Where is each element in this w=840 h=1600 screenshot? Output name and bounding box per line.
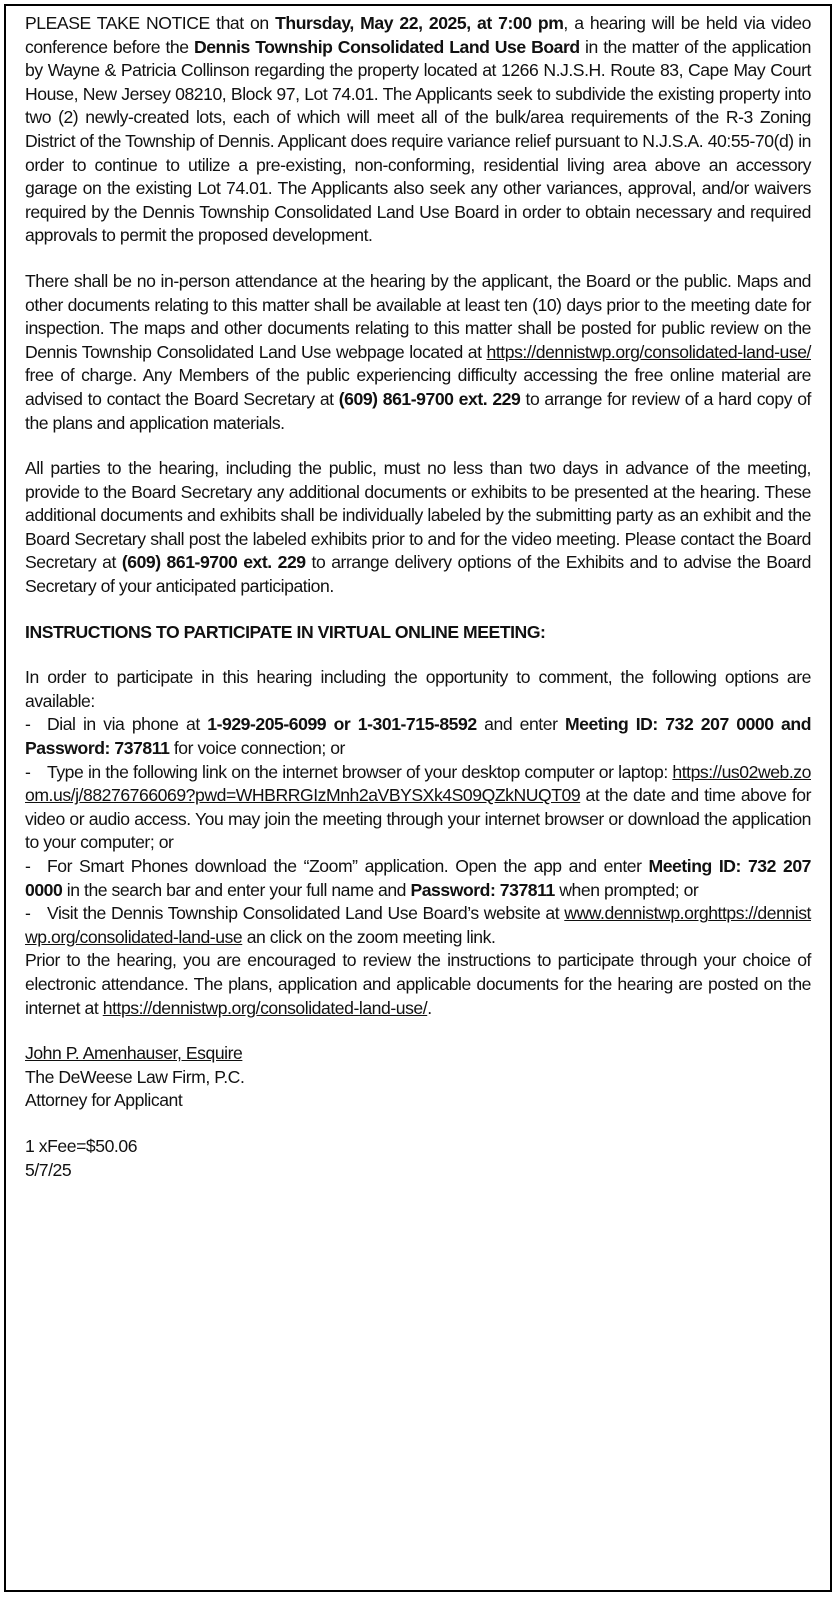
dash: - — [25, 856, 31, 876]
text: Type in the following link on the internet browser of your desktop computer or laptop: — [47, 761, 673, 782]
option-smartphone — [25, 855, 811, 902]
hearing-date: Thursday, May 22, 2025, at 7:00 pm — [275, 13, 564, 33]
text: to arrange for review of a hard copy of the plans and application materials. — [25, 388, 811, 433]
meeting-password: Password: 737811 — [410, 879, 555, 900]
text: in the search bar and enter your full name and — [62, 879, 411, 900]
text: , a hearing will be held via video conference before the — [25, 13, 811, 57]
text: Visit the Dennis Township Consolidated Land Use Board’s website at — [47, 903, 565, 924]
text: to arrange delivery options of the Exhibits and to advise the Board Secretary of your anticipated participation. — [25, 552, 811, 597]
dial-in-numbers: 1-929-205-6099 or 1-301-715-8592 — [207, 714, 477, 735]
attendance-paragraph — [25, 270, 811, 435]
text: at the date and time above for video or audio access. You may join the meeting through your internet browser or download the application to your computer; or — [25, 785, 811, 853]
text: Prior to the hearing, you are encouraged to review the instructions to participate through your choice of electronic attendance. The plans, application and applicable documents for the hearing are posted on the internet at — [25, 950, 811, 1018]
notice-date: 5/7/25 — [25, 1159, 72, 1180]
attorney-name: John P. Amenhauser, Esquire — [25, 1043, 243, 1064]
text: . — [427, 997, 432, 1018]
law-firm: The DeWeese Law Firm, P.C. — [25, 1066, 245, 1087]
option-phone — [25, 713, 811, 760]
dash: - — [25, 714, 31, 735]
dash: - — [25, 903, 31, 924]
options-intro: In order to participate in this hearing including the opportunity to comment, the following options are available: — [25, 667, 811, 711]
zoom-meeting-link[interactable]: https://us02web.zoom.us/j/88276766069?pwd=WHBRRGIzMnh2aVBYSXk4S09QZkNUQT09 — [25, 761, 811, 806]
attorney-role: Attorney for Applicant — [25, 1090, 183, 1111]
instructions-heading: INSTRUCTIONS TO PARTICIPATE IN VIRTUAL ONLINE MEETING: — [25, 621, 546, 642]
signature-block — [25, 1042, 811, 1113]
text: All parties to the hearing, including the public, must no less than two days in advance of the meeting, provide to the Board Secretary any additional documents or exhibits to be presented at the hearing. These additional documents and exhibits shall be individually labeled by the submitting party as an exhibit and the Board Secretary shall post the labeled exhibits prior to and for the video meeting. Please contact the Board Secretary at — [25, 458, 811, 573]
text: For Smart Phones download the “Zoom” application. Open the app and enter — [47, 856, 649, 876]
dash: - — [25, 761, 31, 782]
text: PLEASE TAKE NOTICE that on — [25, 13, 276, 33]
option-browser — [25, 761, 811, 855]
hearing-notice-paragraph — [25, 12, 811, 248]
text: when prompted; or — [554, 879, 699, 900]
text: in the matter of the application by Wayne & Patricia Collinson regarding the property located at 1266 N.J.S.H. Route 83, Cape May Court House, New Jersey 08210, Block 97, Lot 74.01. The Applicants seek to subdivide the existing property into two (2) newly-created lots, each of which will meet all of the bulk/area requirements of the R-3 Zoning District of the Township of Dennis. Applicant does require variance relief pursuant to N.J.S.A. 40:55-70(d) in order to continue to utilize a pre-existing, non-conforming, residential living area above an accessory garage on the existing Lot 74.01. The Applicants also seek any other variances, approval, and/or waivers required by the Dennis Township Consolidated Land Use Board in order to obtain necessary and required approvals to permit the proposed development. — [25, 36, 811, 246]
land-use-link[interactable]: https://dennistwp.org/consolidated-land-use — [25, 903, 811, 947]
text: Dial in via phone at — [47, 714, 208, 735]
text: for voice connection; or — [169, 738, 345, 759]
board-name: Dennis Township Consolidated Land Use Board — [193, 36, 580, 57]
fee-line: 1 xFee=$50.06 — [25, 1135, 138, 1156]
meeting-credentials: Meeting ID: 732 207 0000 and Password: 737811 — [25, 714, 811, 759]
exhibits-paragraph — [25, 457, 811, 599]
review-paragraph — [25, 949, 811, 1020]
township-website-link[interactable]: www.dennistwp.org — [564, 903, 709, 924]
board-phone: (609) 861-9700 ext. 229 — [121, 552, 306, 573]
option-website — [25, 902, 811, 949]
land-use-webpage-link[interactable]: https://dennistwp.org/consolidated-land-use/ — [486, 341, 811, 362]
text: and enter — [476, 714, 565, 735]
text: an click on the zoom meeting link. — [242, 926, 496, 947]
board-phone: (609) 861-9700 ext. 229 — [338, 388, 521, 409]
fee-block — [25, 1135, 811, 1182]
documents-link[interactable]: https://dennistwp.org/consolidated-land-use/ — [102, 997, 428, 1018]
text: free of charge. Any Members of the public experiencing difficulty accessing the free online material are advised to contact the Board Secretary at — [25, 365, 811, 409]
text: There shall be no in-person attendance at the hearing by the applicant, the Board or the public. Maps and other documents relating to this matter shall be available at least ten (10) days prior to the meeting date for inspection. The maps and other documents relating to this matter shall be posted for public review on the Dennis Township Consolidated Land Use webpage located at — [25, 270, 811, 362]
legal-notice — [4, 4, 832, 1592]
meeting-id: Meeting ID: 732 207 0000 — [25, 856, 811, 900]
